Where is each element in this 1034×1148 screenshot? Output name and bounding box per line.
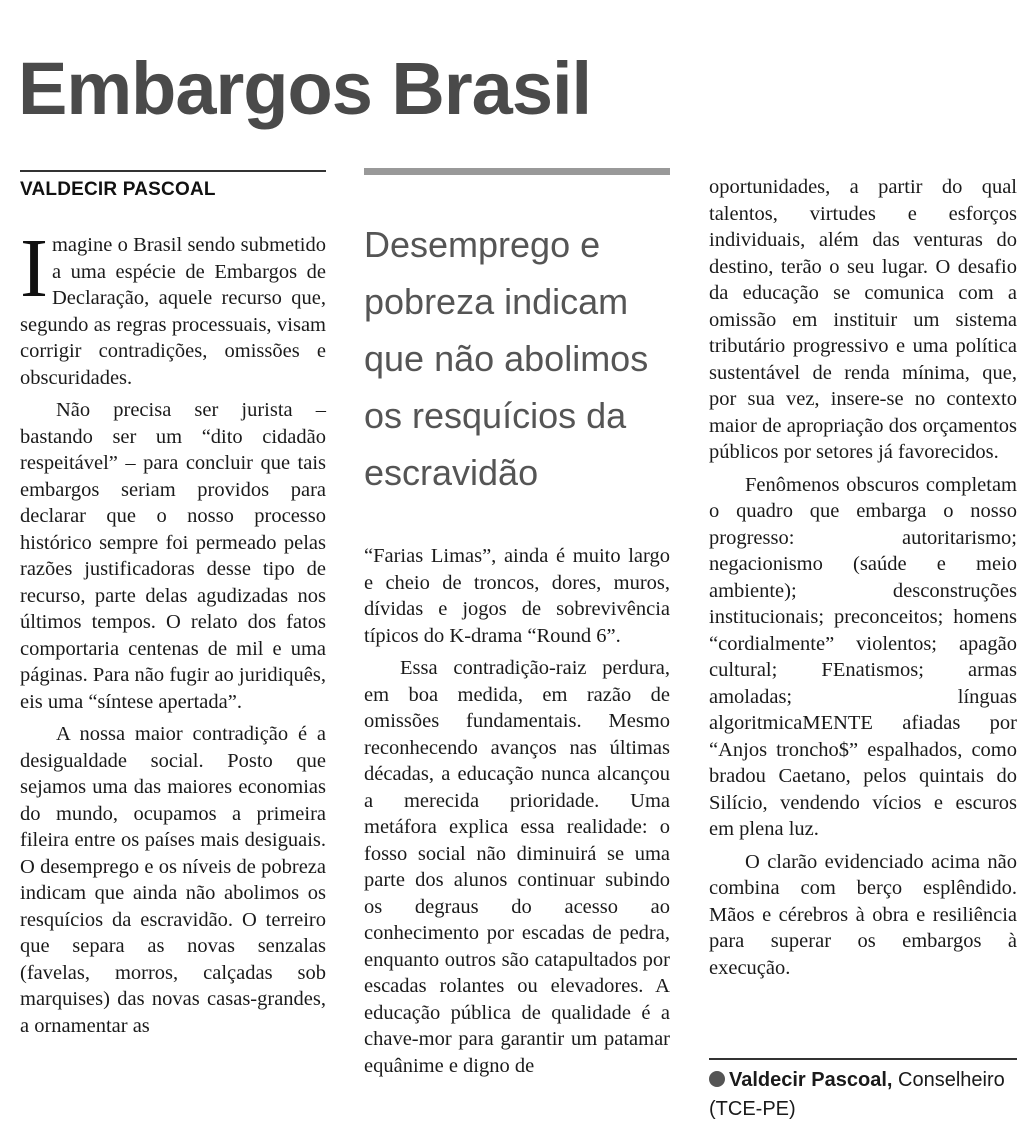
signature-name: Valdecir Pascoal, — [729, 1069, 893, 1091]
signature-rule — [709, 1058, 1017, 1060]
pullquote-rule — [364, 168, 670, 175]
author-signature — [709, 1066, 1019, 1124]
author-byline: VALDECIR PASCOAL — [20, 179, 216, 200]
bullet-icon — [709, 1071, 725, 1087]
drop-cap: I — [20, 222, 48, 315]
paragraph: O clarão evidenciado acima não combina com berço esplêndido. Mãos e cérebros à obra e resiliência para superar os embargos à execução. — [709, 850, 1017, 979]
paragraph: oportunidades, a partir do qual talentos, virtudes e esforços individuais, além das venturas do destino, terão o seu lugar. O desafio da educação se comunica com a omissão em instituir um sistema tributário progressivo e uma política sustentável de renda mínima, que, por sua vez, insere-se no contexto maior de apropriação dos orçamentos públicos por setores já favorecidos. — [709, 176, 1017, 463]
paragraph: Essa contradição-raiz perdura, em boa medida, em razão de omissões fundamentais. Mesmo reconhecendo avanços nas últimas décadas, a educação nunca alcançou a merecida prioridade. Uma metáfora explica essa realidade: o fosso social não diminuirá se uma parte dos alunos continuar subindo os degraus do acesso ao conhecimento por escadas de pedra, enquanto outros são catapultados por escadas rolantes ou elevadores. A educação pública de qualidade é a chave-mor para garantir um patamar equânime e digno de — [364, 657, 670, 1077]
column-3-text — [709, 174, 1017, 981]
column-1-text — [20, 222, 326, 1039]
paragraph: Não precisa ser jurista – bastando ser um “dito cidadão respeitável” – para concluir que tais embargos seriam providos para declarar que o nosso processo histórico sempre foi permeado pelas razões justificadoras desse tipo de recurso, parte delas agudizadas nos últimos tempos. O relato dos fatos comportaria centenas de mil e uma páginas. Para não fugir ao juridiquês, eis uma “síntese apertada”. — [20, 399, 326, 713]
paragraph: “Farias Limas”, ainda é muito largo e cheio de troncos, dores, muros, dívidas e jogos de sobrevivência típicos do K-drama “Round 6”. — [364, 545, 670, 647]
pull-quote: Desemprego e pobreza indicam que não abolimos os resquícios da escravidão — [364, 224, 649, 493]
paragraph: A nossa maior contradição é a desigualdade social. Posto que sejamos uma das maiores economias do mundo, ocupamos a primeira fileira entre os países mais desiguais. O desemprego e os níveis de pobreza indicam que ainda não abolimos os resquícios da escravidão. O terreiro que separa as novas senzalas (favelas, morros, calçadas sob marquises) das novas casas-grandes, a ornamentar as — [20, 723, 326, 1037]
headline: Embargos Brasil — [18, 47, 592, 130]
signature-role: Conselheiro (TCE-PE) — [709, 1069, 1005, 1120]
paragraph: Fenômenos obscuros completam o quadro que embarga o nosso progresso: autoritarismo; negacionismo (saúde e meio ambiente); desconstruções institucionais; preconceitos; homens “cordialmente” violentos; apagão cultural; FEnatismos; armas amoladas; línguas algoritmicaMENTE afiadas por “Anjos troncho$” espalhados, como bradou Caetano, pelos quintais do Silício, vendendo vícios e escuros em plena luz. — [709, 473, 1017, 840]
paragraph — [20, 222, 326, 391]
column-2-text — [364, 543, 670, 1079]
author-rule — [20, 170, 326, 172]
paragraph-text: magine o Brasil sendo submetido a uma espécie de Embargos de Declaração, aquele recurso que, segundo as regras processuais, visam corrigir contradições, omissões e obscuridades. — [20, 234, 326, 389]
